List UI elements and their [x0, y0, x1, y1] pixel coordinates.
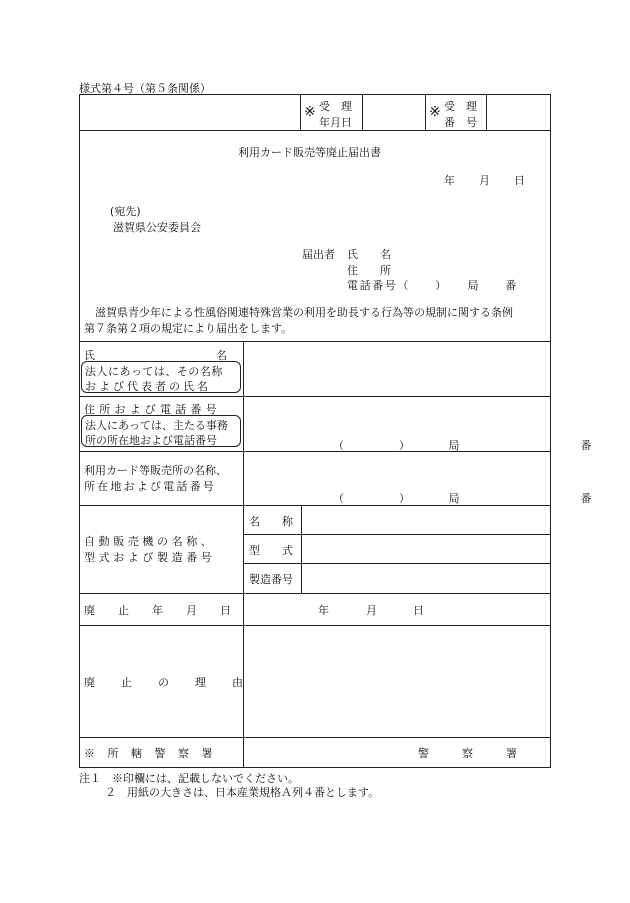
row-name-sub-2: および代表者の氏名 [85, 380, 211, 393]
row-shop-phone: （ ） 局 番 [333, 492, 592, 505]
receipt-number-mark: ※ [429, 104, 441, 120]
row-line [243, 563, 551, 564]
abolish-month: 月 [366, 604, 377, 617]
row-name-sub-1: 法人にあっては、その名称 [85, 365, 223, 378]
row-shop-line-1: 利用カード等販売所の名称、 [84, 464, 227, 477]
date-month: 月 [479, 174, 490, 187]
abolish-day: 日 [413, 604, 424, 617]
receipt-divider [300, 94, 301, 131]
form-number: 様式第４号（第５条関係） [79, 82, 211, 95]
label-column-divider [243, 341, 244, 768]
receipt-number-label-1: 受 理 [444, 100, 477, 113]
row-line [79, 396, 551, 397]
row-machine-line-2: 型式および製造番号 [84, 551, 216, 564]
name-value-field[interactable] [245, 343, 549, 394]
row-address-sub-1: 法人にあっては、主たる事務 [85, 419, 228, 432]
receipt-divider [362, 94, 363, 131]
machine-field-model: 型 式 [249, 544, 293, 557]
machine-field-name: 名 称 [249, 515, 293, 528]
note-2: ２ 用紙の大きさは、日本産業規格Ａ列４番とします。 [105, 786, 380, 799]
reason-value-field[interactable] [245, 627, 549, 735]
note-1: 注１ ※印欄には、記載しないでください。 [79, 772, 299, 785]
addressee-prefix: (宛先) [110, 205, 141, 218]
row-address-phone: （ ） 局 番 [333, 439, 592, 452]
notifier-label: 届出者 [302, 248, 335, 261]
statement-line-1: 滋賀県青少年による性風俗関連特殊営業の利用を助長する行為等の規制に関する条例 [95, 306, 513, 319]
date-year: 年 [444, 174, 455, 187]
row-machine-line-1: 自動販売機の名称、 [84, 535, 216, 548]
machine-field-divider [301, 505, 302, 593]
notifier-phone-label: 電話番号（ ） 局 番 [347, 279, 518, 292]
statement-line-2: 第７条第２項の規定により届出をします。 [84, 322, 293, 335]
machine-model-input[interactable] [303, 536, 549, 562]
receipt-divider [486, 94, 487, 131]
form-title: 利用カード販売等廃止届出書 [238, 146, 381, 159]
receipt-number-label-2: 番 号 [444, 116, 477, 129]
receipt-date-field[interactable] [364, 98, 424, 128]
receipt-bottom-line [79, 130, 551, 131]
addressee-name: 滋賀県公安委員会 [113, 221, 201, 234]
row-shop-line-2: 所在地および電話番号 [84, 480, 216, 493]
row-reason-label: 廃止の理由 [84, 676, 269, 689]
row-name-label: 氏 名 [84, 349, 227, 362]
machine-name-input[interactable] [303, 507, 549, 533]
receipt-date-label-1: 受 理 [319, 100, 352, 113]
receipt-date-mark: ※ [304, 104, 316, 120]
police-value: 警 察 署 [418, 747, 517, 760]
row-police-label: ※所轄警察署 [84, 747, 225, 760]
row-line [79, 625, 551, 626]
receipt-divider [425, 94, 426, 131]
row-address-sub-2: 所の所在地および電話番号 [85, 434, 217, 447]
notifier-address-label: 住 所 [347, 264, 391, 277]
row-abolish-date-label: 廃止年月日 [84, 604, 254, 617]
machine-serial-input[interactable] [303, 565, 549, 591]
address-value-field[interactable] [245, 398, 549, 434]
machine-field-serial: 製造番号 [249, 573, 293, 586]
row-line [79, 737, 551, 738]
abolish-year: 年 [318, 604, 329, 617]
shop-value-field[interactable] [245, 453, 549, 487]
date-day: 日 [514, 174, 525, 187]
row-line [79, 593, 551, 594]
receipt-date-label-2: 年月日 [319, 116, 352, 129]
row-line [79, 341, 551, 342]
receipt-number-field[interactable] [488, 98, 548, 128]
notifier-name-label: 氏 名 [347, 248, 391, 261]
row-address-label: 住所および電話番号 [84, 403, 221, 416]
row-line [243, 534, 551, 535]
